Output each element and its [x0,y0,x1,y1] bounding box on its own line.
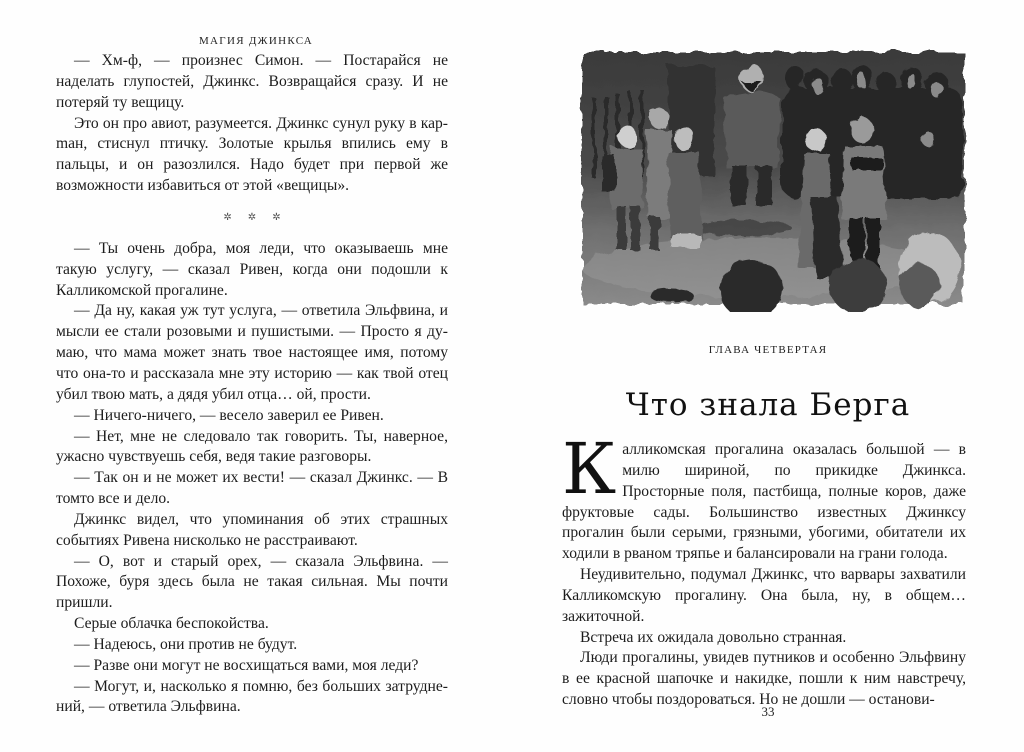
drop-cap: К [562,428,617,510]
paragraph: — Так он и не может их вести! — сказал Джинкс. — В томто все и дело. [56,469,448,508]
paragraph: — Надеюсь, они против не будут. [74,635,298,653]
chapter-title: Что знала Берга [625,386,911,423]
paragraph: Встреча их ожидала довольно странная. [580,628,847,646]
paragraph: — Нет, мне не следовало так говорить. Ты, наверное, ужасно чувствуешь себя, ведя такие разговоры. [56,427,448,466]
village-scene-illustration [572,38,972,312]
paragraph: алликомская прогалина оказалась большой — в милю шириной, по прикидке Джинкса. Просторные поля, пастбища, полные коров, даже фруктовые сады. Большинство известных Джинксу прогалин были серыми, грязными, убогими, обитатели их ходили в рваном тряпье и балансировали на грани голода. [562,441,966,563]
paragraph: — Хм-ф, — произнес Симон. — Постарайся не наделать глупостей, Джинкс. Возвращайся сразу. И не потеряй ту вещицу. [56,52,448,111]
paragraph: — Разве они могут не восхищаться вами, моя леди? [74,656,419,674]
paragraph: — Ты очень добра, моя леди, что оказываешь мне такую услугу, — сказал Ривен, когда они подошли к Калликомской прогалине. [56,239,448,299]
paragraph: — Могут, и, насколько я помню, без больших затруднений, — ответила Эльфвина. [56,677,448,716]
paragraph: Серые облачка беспокойства. [74,615,269,633]
right-page-body [562,428,966,711]
paragraph: — Да ну, какая уж тут услуга, — ответила Эльфвина, и мысли ее стали розовыми и пушистыми. — Просто я думаю, что мама может знать твое настоящее имя, потому что она-то и рассказала мне эту историю — как твой отец убил твою мать, а дядя убил отца… ой, прости. [56,302,448,403]
paragraph: Это он про авиот, разумеется. Джинкс сунул руку в карmан, стиснул птичку. Золотые крылья впились ему в пальцы, и он разозлился. Надо будет при первой же возможности избавиться от этой «вещицы». [56,114,448,195]
page-number: 33 [761,704,775,719]
running-head: МАГИЯ ДЖИНКСА [198,35,314,47]
paragraph: Неудивительно, подумал Джинкс, что варвары захватили Калликомскую прогалину. Она была, ну, в общем… зажиточной. [562,566,966,625]
asterism-icon: ✲ [223,211,248,223]
paragraph: — О, вот и старый орех, — сказала Эльфвина. — Похоже, буря здесь была не такая сильная. Мы почти пришли. [56,552,448,612]
chapter-label: ГЛАВА ЧЕТВЕРТАЯ [708,344,828,356]
paragraph: Джинкс видел, что упоминания об этих страшных событиях Ривена нисколько не расстраивают. [56,510,448,549]
paragraph: — Ничего-ничего, — весело заверил ее Ривен. [74,406,384,424]
left-page-body [56,51,448,718]
asterism-icon: ✲ [247,211,273,223]
paragraph: Люди прогалины, увидев путников и особенно Эльфвину в ее красной шапочке и накидке, пошли к ним навстречу, словно чтобы поздороваться. Но не дошли — останови- [562,649,966,709]
illustration-image [572,38,972,312]
asterism-icon: ✲ [272,211,297,223]
section-break [56,197,448,239]
